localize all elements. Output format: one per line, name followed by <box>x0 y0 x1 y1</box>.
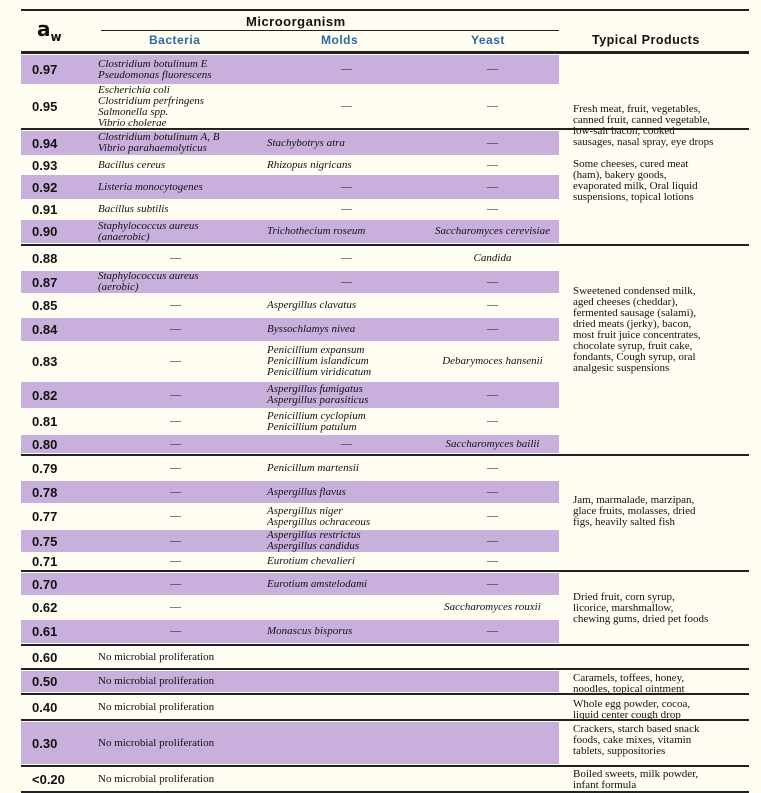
aw-value: 0.95 <box>32 99 58 114</box>
cell-line: Staphylococcus aureus <box>98 270 199 282</box>
product-line: Boiled sweets, milk powder, <box>573 768 699 780</box>
molds-cell <box>263 439 426 450</box>
aw-value: 0.61 <box>32 624 58 639</box>
bacteria-cell <box>94 182 263 193</box>
bacteria-cell <box>94 300 263 311</box>
product-line: noodles, topical ointment <box>573 683 685 695</box>
molds-cell <box>263 182 426 193</box>
typical-products-cell <box>573 769 749 791</box>
dash-placeholder: — <box>487 555 498 567</box>
molds-cell: Aspergillus clavatus <box>267 299 357 311</box>
cell-line: Pseudomonas fluorescens <box>98 68 212 81</box>
dash-placeholder: — <box>487 415 498 427</box>
molds-cell: Byssochlamys nivea <box>267 323 356 335</box>
yeast-cell <box>426 101 559 112</box>
aw-value: 0.40 <box>32 699 58 715</box>
aw-value: 0.92 <box>32 179 58 195</box>
dash-placeholder: — <box>170 355 181 367</box>
molds-cell <box>263 384 426 406</box>
product-line: chewing gums, dried pet foods <box>573 613 709 625</box>
cell-line: Listeria monocytogenes <box>98 180 203 193</box>
cell-line: Aspergillus restrictus <box>267 529 361 541</box>
yeast-cell <box>426 626 559 637</box>
molds-header: Molds <box>321 33 359 47</box>
aw-value: 0.70 <box>32 576 58 592</box>
cell-line: Aspergillus fumigatus <box>267 383 363 395</box>
dash-placeholder: — <box>170 577 181 590</box>
aw-value: 0.85 <box>32 298 58 313</box>
typical-products-cell <box>573 592 749 625</box>
table-row <box>21 246 749 270</box>
aw-value: 0.30 <box>32 735 58 751</box>
header-divider <box>101 30 559 31</box>
aw-value: 0.94 <box>32 135 58 151</box>
bacteria-cell <box>94 356 263 367</box>
yeast-cell: Saccharomyces cerevisiae <box>435 225 550 237</box>
product-line: figs, heavily salted fish <box>573 516 676 528</box>
product-line: Jam, marmalade, marzipan, <box>573 494 695 506</box>
table-header <box>21 9 749 52</box>
typical-products-cell <box>573 159 749 203</box>
cell-line: Penicillium islandicum <box>267 355 369 367</box>
product-line: fermented sausage (salami), <box>573 307 697 319</box>
table-row <box>21 553 749 570</box>
cell-line: Penicillium patulum <box>267 420 357 433</box>
dash-placeholder: — <box>487 203 498 215</box>
dash-placeholder: — <box>487 625 498 637</box>
cell-line: Vibrio parahaemolyticus <box>98 142 207 154</box>
table-row <box>21 130 749 156</box>
aw-value: 0.91 <box>32 202 58 217</box>
product-line: Crackers, starch based snack <box>573 723 700 735</box>
yeast-header: Yeast <box>471 33 505 47</box>
molds-cell: Penicillum martensii <box>267 461 359 474</box>
cell-line: Escherichia coli <box>98 83 170 96</box>
yeast-cell <box>426 463 559 474</box>
product-line: liquid center cough drop <box>573 709 681 721</box>
dash-placeholder: — <box>170 625 181 637</box>
row-group <box>21 244 749 454</box>
typical-products-header: Typical Products <box>592 33 700 47</box>
aw-value: 0.81 <box>32 414 58 429</box>
product-line: chocolate syrup, fruit cake, <box>573 340 693 352</box>
dash-placeholder: — <box>487 63 498 75</box>
molds-cell <box>263 506 426 528</box>
bacteria-cell: No microbial proliferation <box>98 650 215 663</box>
cell-line: Penicillium cyclopium <box>267 409 366 422</box>
bacteria-cell <box>94 463 263 474</box>
dash-placeholder: — <box>487 100 498 112</box>
table-row <box>21 409 749 434</box>
molds-cell <box>263 204 426 215</box>
bacteria-cell: No microbial proliferation <box>98 700 215 713</box>
typical-products-cell <box>573 724 749 757</box>
typical-products-cell <box>573 673 749 695</box>
product-line: fondants, Cough syrup, oral <box>573 351 696 363</box>
aw-value: <0.20 <box>32 771 65 787</box>
dash-placeholder: — <box>487 510 498 522</box>
bacteria-cell <box>94 204 263 215</box>
bacteria-cell <box>94 416 263 427</box>
cell-line: (aerobic) <box>98 281 139 293</box>
yeast-cell <box>426 324 559 335</box>
dash-placeholder: — <box>487 275 498 288</box>
dash-placeholder: — <box>170 299 181 311</box>
yeast-cell <box>426 416 559 427</box>
dash-placeholder: — <box>487 180 498 193</box>
table-row <box>21 434 749 454</box>
yeast-cell <box>426 182 559 193</box>
aw-value: 0.88 <box>32 250 58 266</box>
cell-line: Penicillium expansum <box>267 344 365 356</box>
cell-line: Vibrio cholerae <box>98 116 167 129</box>
bacteria-cell <box>94 160 263 171</box>
aw-value: 0.97 <box>32 62 58 77</box>
aw-value: 0.78 <box>32 484 58 500</box>
bacteria-cell <box>94 324 263 335</box>
aw-value: 0.84 <box>32 322 58 337</box>
aw-column-header <box>37 17 62 44</box>
bacteria-cell <box>94 390 263 401</box>
product-line: low-salt bacon, cooked <box>573 125 675 137</box>
dash-placeholder: — <box>170 323 181 335</box>
yeast-cell: Saccharomyces rouxii <box>444 601 541 613</box>
product-line: infant formula <box>573 779 637 791</box>
molds-cell <box>263 277 426 288</box>
bacteria-cell <box>94 626 263 637</box>
aw-value: 0.60 <box>32 649 58 665</box>
product-line: Sweetened condensed milk, <box>573 285 696 297</box>
bacteria-cell <box>94 271 263 293</box>
bacteria-cell <box>94 579 263 590</box>
product-line: Caramels, toffees, honey, <box>573 672 685 684</box>
cell-line: Bacillus subtilis <box>98 203 169 215</box>
dash-placeholder: — <box>170 555 181 567</box>
dash-placeholder: — <box>341 180 352 193</box>
cell-line: Clostridium botulinum A, B <box>98 131 220 143</box>
molds-cell: Eurotium amstelodami <box>267 577 368 590</box>
dash-placeholder: — <box>487 158 498 171</box>
yeast-cell <box>426 511 559 522</box>
bacteria-header: Bacteria <box>149 33 201 47</box>
aw-value: 0.83 <box>32 354 58 369</box>
cell-line: Aspergillus niger <box>267 504 343 517</box>
dash-placeholder: — <box>341 203 352 215</box>
molds-cell: Stachybotrys atra <box>267 136 345 149</box>
product-line: Whole egg powder, cocoa, <box>573 698 691 710</box>
row-group <box>21 570 749 644</box>
table-body <box>21 52 749 793</box>
table-row <box>21 646 749 668</box>
bacteria-cell <box>94 132 263 154</box>
dash-placeholder: — <box>170 485 181 498</box>
yeast-cell <box>426 160 559 171</box>
dash-placeholder: — <box>487 136 498 149</box>
aw-value: 0.90 <box>32 224 58 239</box>
product-line: glace fruits, molasses, dried <box>573 505 696 517</box>
molds-cell <box>263 530 426 552</box>
product-line: foods, cake mixes, vitamin <box>573 734 692 746</box>
dash-placeholder: — <box>170 534 181 547</box>
bacteria-cell: No microbial proliferation <box>98 736 215 749</box>
product-line: canned fruit, canned vegetable, <box>573 114 711 126</box>
bacteria-cell <box>94 536 263 547</box>
dash-placeholder: — <box>170 510 181 522</box>
cell-line: Aspergillus ochraceous <box>267 515 371 528</box>
bacteria-cell <box>94 439 263 450</box>
table-row <box>21 219 749 244</box>
table-row <box>21 54 749 85</box>
yeast-cell <box>426 556 559 567</box>
product-line: evaporated milk, Oral liquid <box>573 180 698 192</box>
row-group <box>21 719 749 765</box>
dash-placeholder: — <box>170 415 181 427</box>
bacteria-cell: No microbial proliferation <box>98 772 215 785</box>
aw-value: 0.71 <box>32 554 58 569</box>
bacteria-cell <box>94 511 263 522</box>
dash-placeholder: — <box>487 323 498 335</box>
bacteria-cell <box>94 253 263 264</box>
product-line: dried meats (jerky), bacon, <box>573 318 692 330</box>
bacteria-cell <box>94 59 263 81</box>
aw-symbol: a <box>37 17 51 41</box>
molds-cell: Rhizopus nigricans <box>267 158 352 171</box>
cell-line: Aspergillus candidus <box>267 540 360 552</box>
bacteria-cell <box>94 556 263 567</box>
row-group <box>21 644 749 668</box>
microorganism-header: Microorganism <box>246 14 346 29</box>
table-row <box>21 456 749 480</box>
molds-cell <box>263 345 426 378</box>
yeast-cell <box>426 300 559 311</box>
dash-placeholder: — <box>487 461 498 474</box>
product-line: tablets, suppositories <box>573 745 666 757</box>
cell-line: (anaerobic) <box>98 230 150 243</box>
product-line: most fruit juice concentrates, <box>573 329 701 341</box>
dash-placeholder: — <box>487 485 498 498</box>
yeast-cell <box>426 204 559 215</box>
bacteria-cell: No microbial proliferation <box>98 675 215 687</box>
molds-cell <box>263 253 426 264</box>
typical-products-cell <box>573 699 749 721</box>
dash-placeholder: — <box>341 275 352 288</box>
bacteria-cell <box>94 221 263 243</box>
cell-line: Aspergillus parasiticus <box>267 394 369 406</box>
aw-subscript: w <box>50 30 62 44</box>
aw-value: 0.82 <box>32 387 58 403</box>
aw-value: 0.75 <box>32 533 58 549</box>
cell-line: Clostridium perfringens <box>98 94 205 107</box>
bacteria-cell <box>94 487 263 498</box>
table-row <box>21 381 749 409</box>
dash-placeholder: — <box>341 100 352 112</box>
yeast-cell: Debarymoces hansenii <box>442 355 543 367</box>
product-line: licorice, marshmallow, <box>573 602 674 614</box>
table-row <box>21 529 749 553</box>
molds-cell: Monascus bisporus <box>267 625 353 637</box>
dash-placeholder: — <box>170 601 181 613</box>
product-line: (ham), bakery goods, <box>573 169 667 181</box>
dash-placeholder: — <box>487 577 498 590</box>
product-line: Fresh meat, fruit, vegetables, <box>573 103 701 115</box>
product-line: suspensions, topical lotions <box>573 191 694 203</box>
dash-placeholder: — <box>170 388 181 401</box>
row-group <box>21 668 749 693</box>
aw-value: 0.80 <box>32 436 58 452</box>
yeast-cell <box>426 138 559 149</box>
cell-line: Staphylococcus aureus <box>98 219 199 232</box>
bacteria-cell <box>94 602 263 613</box>
cell-line: Penicillium viridicatum <box>267 366 372 378</box>
aw-value: 0.93 <box>32 157 58 173</box>
product-line: aged cheeses (cheddar), <box>573 296 678 308</box>
yeast-cell: Saccharomyces bailii <box>445 437 540 450</box>
yeast-cell <box>426 487 559 498</box>
water-activity-table <box>21 9 749 793</box>
cell-line: Clostridium botulinum E <box>98 57 208 70</box>
product-line: analgesic suspensions <box>573 362 670 374</box>
row-group <box>21 765 749 793</box>
molds-cell: Eurotium chevalieri <box>267 555 355 567</box>
product-line: Dried fruit, corn syrup, <box>573 591 675 603</box>
molds-cell <box>263 101 426 112</box>
molds-cell: Aspergillus flavus <box>267 485 346 498</box>
cell-line: Salmonella spp. <box>98 105 169 118</box>
aw-value: 0.62 <box>32 600 58 615</box>
typical-products-cell <box>573 286 749 374</box>
yeast-cell <box>426 64 559 75</box>
yeast-cell <box>426 277 559 288</box>
molds-cell <box>263 64 426 75</box>
product-line: Some cheeses, cured meat <box>573 158 689 170</box>
dash-placeholder: — <box>170 437 181 450</box>
dash-placeholder: — <box>341 63 352 75</box>
dash-placeholder: — <box>487 388 498 401</box>
dash-placeholder: — <box>487 299 498 311</box>
yeast-cell: Candida <box>473 251 512 264</box>
aw-value: 0.77 <box>32 509 58 524</box>
yeast-cell <box>426 579 559 590</box>
dash-placeholder: — <box>170 461 181 474</box>
aw-value: 0.50 <box>32 674 58 689</box>
aw-value: 0.79 <box>32 460 58 476</box>
bacteria-cell <box>94 85 263 129</box>
row-group <box>21 125 749 244</box>
dash-placeholder: — <box>487 534 498 547</box>
dash-placeholder: — <box>341 437 352 450</box>
molds-cell <box>263 411 426 433</box>
molds-cell: Trichothecium roseum <box>267 225 366 237</box>
aw-value: 0.87 <box>32 274 58 290</box>
cell-line: Bacillus cereus <box>98 158 166 171</box>
typical-products-cell <box>573 495 749 528</box>
row-group <box>21 454 749 570</box>
product-line: sausages, nasal spray, eye drops <box>573 136 714 148</box>
dash-placeholder: — <box>341 251 352 264</box>
yeast-cell <box>426 390 559 401</box>
row-group <box>21 693 749 719</box>
dash-placeholder: — <box>170 251 181 264</box>
yeast-cell <box>426 536 559 547</box>
